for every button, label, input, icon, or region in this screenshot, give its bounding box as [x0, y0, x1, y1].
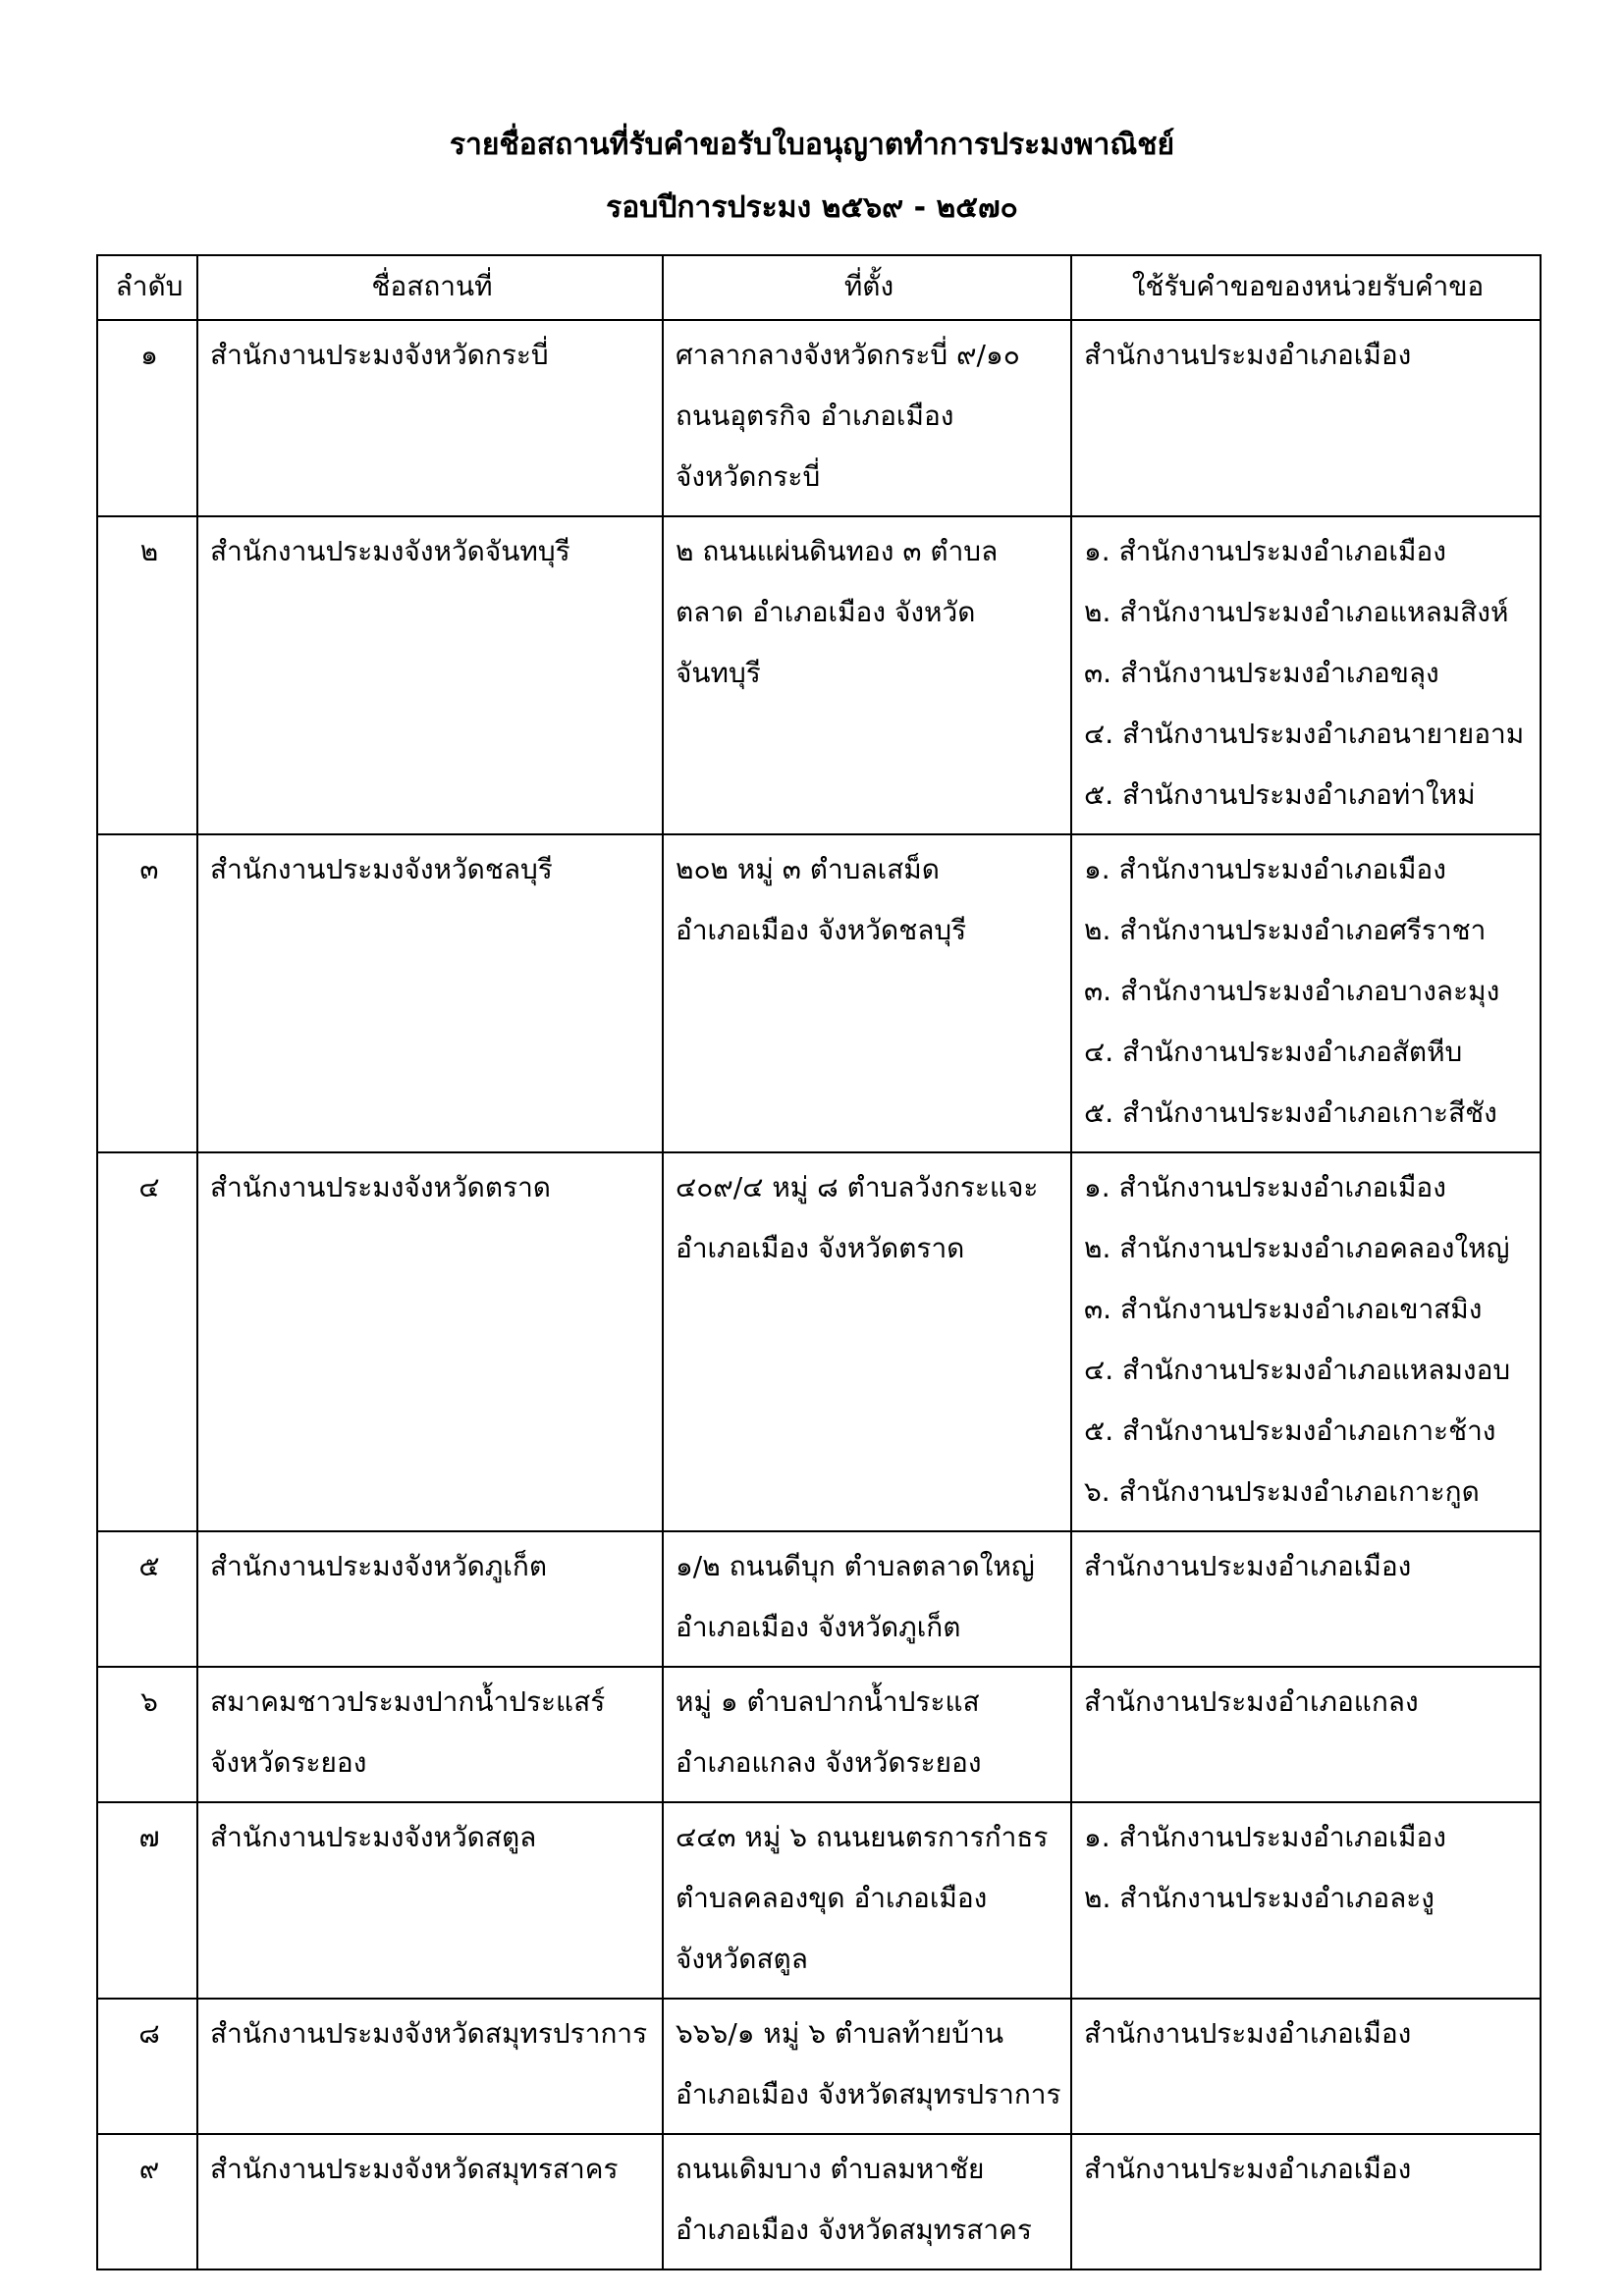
location-address: [663, 1667, 1071, 1802]
request-unit-item: ๔. สำนักงานประมงอำเภอสัตหีบ: [1084, 1036, 1463, 1068]
location-name: [197, 834, 663, 1152]
row-number: ๔: [97, 1152, 197, 1531]
header-units: ใช้รับคำขอของหน่วยรับคำขอ: [1071, 255, 1541, 320]
request-unit-item: สำนักงานประมงอำเภอแกลง: [1084, 1685, 1419, 1718]
location-name-line: สำนักงานประมงจังหวัดสตูล: [210, 1821, 537, 1853]
address-line: ตลาด อำเภอเมือง จังหวัด: [676, 596, 976, 628]
address-line: ถนนอุตรกิจ อำเภอเมือง: [676, 400, 954, 432]
request-unit-item: ๕. สำนักงานประมงอำเภอเกาะสีชัง: [1084, 1096, 1497, 1129]
address-line: จันทบุรี: [676, 657, 761, 689]
header-address: ที่ตั้ง: [663, 255, 1071, 320]
address-line: อำเภอเมือง จังหวัดภูเก็ต: [676, 1611, 961, 1643]
row-number: ๙: [97, 2134, 197, 2269]
location-name-line: สำนักงานประมงจังหวัดชลบุรี: [210, 853, 553, 885]
address-line: ตำบลคลองขุด อำเภอเมือง: [676, 1882, 988, 1914]
table-row: [97, 834, 1541, 1152]
table-row: [97, 1667, 1541, 1802]
request-unit-item: สำนักงานประมงอำเภอเมือง: [1084, 339, 1412, 371]
location-table: [96, 254, 1542, 2270]
address-line: ๑/๒ ถนนดีบุก ตำบลตลาดใหญ่: [676, 1550, 1035, 1582]
address-line: จังหวัดกระบี่: [676, 460, 821, 493]
header-name: ชื่อสถานที่: [197, 255, 663, 320]
address-line: จังหวัดสตูล: [676, 1943, 808, 1975]
request-units: [1071, 2134, 1541, 2269]
request-unit-item: ๑. สำนักงานประมงอำเภอเมือง: [1084, 535, 1446, 567]
table-row: [97, 2134, 1541, 2269]
request-unit-item: ๓. สำนักงานประมงอำเภอบางละมุง: [1084, 975, 1500, 1007]
address-line: อำเภอเมือง จังหวัดชลบุรี: [676, 914, 967, 946]
table-body: [97, 320, 1541, 2269]
location-name: [197, 1531, 663, 1667]
request-units: [1071, 1531, 1541, 1667]
location-address: [663, 1802, 1071, 1999]
table-row: [97, 1152, 1541, 1531]
request-unit-item: สำนักงานประมงอำเภอเมือง: [1084, 1550, 1412, 1582]
location-name: [197, 320, 663, 516]
request-unit-item: ๖. สำนักงานประมงอำเภอเกาะกูด: [1084, 1475, 1480, 1508]
row-number: ๕: [97, 1531, 197, 1667]
address-line: อำเภอเมือง จังหวัดสมุทรปราการ: [676, 2078, 1061, 2110]
row-number: ๘: [97, 1999, 197, 2134]
address-line: ศาลากลางจังหวัดกระบี่ ๙/๑๐: [676, 339, 1020, 371]
table-row: [97, 1531, 1541, 1667]
request-unit-item: ๕. สำนักงานประมงอำเภอเกาะช้าง: [1084, 1415, 1496, 1447]
table-row: [97, 1802, 1541, 1999]
location-name: [197, 2134, 663, 2269]
request-units: [1071, 320, 1541, 516]
address-line: อำเภอเมือง จังหวัดตราด: [676, 1232, 965, 1264]
request-unit-item: ๒. สำนักงานประมงอำเภอศรีราชา: [1084, 914, 1487, 946]
document-title: รายชื่อสถานที่รับคำขอรับใบอนุญาตทำการประมงพาณิชย์: [449, 128, 1175, 162]
request-unit-item: ๒. สำนักงานประมงอำเภอละงู: [1084, 1882, 1435, 1914]
request-unit-item: ๑. สำนักงานประมงอำเภอเมือง: [1084, 853, 1446, 885]
row-number: ๓: [97, 834, 197, 1152]
address-line: หมู่ ๑ ตำบลปากน้ำประแส: [676, 1685, 980, 1718]
location-name: [197, 516, 663, 834]
location-address: [663, 1999, 1071, 2134]
location-address: [663, 1531, 1071, 1667]
address-line: ถนนเดิมบาง ตำบลมหาชัย: [676, 2153, 985, 2185]
location-name-line: สำนักงานประมงจังหวัดสมุทรสาคร: [210, 2153, 619, 2185]
row-number: ๒: [97, 516, 197, 834]
request-unit-item: สำนักงานประมงอำเภอเมือง: [1084, 2153, 1412, 2185]
request-units: [1071, 1667, 1541, 1802]
address-line: ๔๔๓ หมู่ ๖ ถนนยนตรการกำธร: [676, 1821, 1049, 1853]
location-name: [197, 1152, 663, 1531]
request-unit-item: ๑. สำนักงานประมงอำเภอเมือง: [1084, 1171, 1446, 1203]
location-name-line: สำนักงานประมงจังหวัดจันทบุรี: [210, 535, 570, 567]
address-line: ๖๖๖/๑ หมู่ ๖ ตำบลท้ายบ้าน: [676, 2017, 1003, 2050]
request-unit-item: ๓. สำนักงานประมงอำเภอขลุง: [1084, 657, 1439, 689]
address-line: ๔๐๙/๔ หมู่ ๘ ตำบลวังกระแจะ: [676, 1171, 1039, 1203]
table-row: [97, 1999, 1541, 2134]
location-name-line: สำนักงานประมงจังหวัดตราด: [210, 1171, 551, 1203]
location-address: [663, 2134, 1071, 2269]
request-unit-item: ๑. สำนักงานประมงอำเภอเมือง: [1084, 1821, 1446, 1853]
location-name-line: สำนักงานประมงจังหวัดภูเก็ต: [210, 1550, 548, 1582]
location-address: [663, 516, 1071, 834]
request-unit-item: ๓. สำนักงานประมงอำเภอเขาสมิง: [1084, 1293, 1483, 1325]
table-header-row: [97, 255, 1541, 320]
header-no: ลำดับ: [97, 255, 197, 320]
row-number: ๑: [97, 320, 197, 516]
address-line: ๒๐๒ หมู่ ๓ ตำบลเสม็ด: [676, 853, 940, 885]
request-unit-item: ๕. สำนักงานประมงอำเภอท่าใหม่: [1084, 778, 1476, 811]
location-name: [197, 1667, 663, 1802]
location-name-line: สำนักงานประมงจังหวัดสมุทรปราการ: [210, 2017, 648, 2050]
request-units: [1071, 1999, 1541, 2134]
row-number: ๗: [97, 1802, 197, 1999]
address-line: อำเภอแกลง จังหวัดระยอง: [676, 1746, 982, 1779]
request-unit-item: สำนักงานประมงอำเภอเมือง: [1084, 2017, 1412, 2050]
table-row: [97, 320, 1541, 516]
location-address: [663, 320, 1071, 516]
request-units: [1071, 1152, 1541, 1531]
location-name: [197, 1802, 663, 1999]
location-name-line: สมาคมชาวประมงปากน้ำประแสร์: [210, 1685, 606, 1718]
document-subtitle: รอบปีการประมง ๒๕๖๙ - ๒๕๗๐: [606, 190, 1018, 225]
request-unit-item: ๒. สำนักงานประมงอำเภอคลองใหญ่: [1084, 1232, 1510, 1264]
request-units: [1071, 1802, 1541, 1999]
request-unit-item: ๒. สำนักงานประมงอำเภอแหลมสิงห์: [1084, 596, 1509, 628]
location-address: [663, 1152, 1071, 1531]
request-unit-item: ๔. สำนักงานประมงอำเภอแหลมงอบ: [1084, 1354, 1511, 1386]
request-unit-item: ๔. สำนักงานประมงอำเภอนายายอาม: [1084, 718, 1525, 750]
table-row: [97, 516, 1541, 834]
address-line: อำเภอเมือง จังหวัดสมุทรสาคร: [676, 2214, 1032, 2246]
row-number: ๖: [97, 1667, 197, 1802]
address-line: ๒ ถนนแผ่นดินทอง ๓ ตำบล: [676, 535, 999, 567]
location-name-line: สำนักงานประมงจังหวัดกระบี่: [210, 339, 549, 371]
location-address: [663, 834, 1071, 1152]
request-units: [1071, 834, 1541, 1152]
request-units: [1071, 516, 1541, 834]
location-name: [197, 1999, 663, 2134]
location-name-line: จังหวัดระยอง: [210, 1746, 367, 1779]
